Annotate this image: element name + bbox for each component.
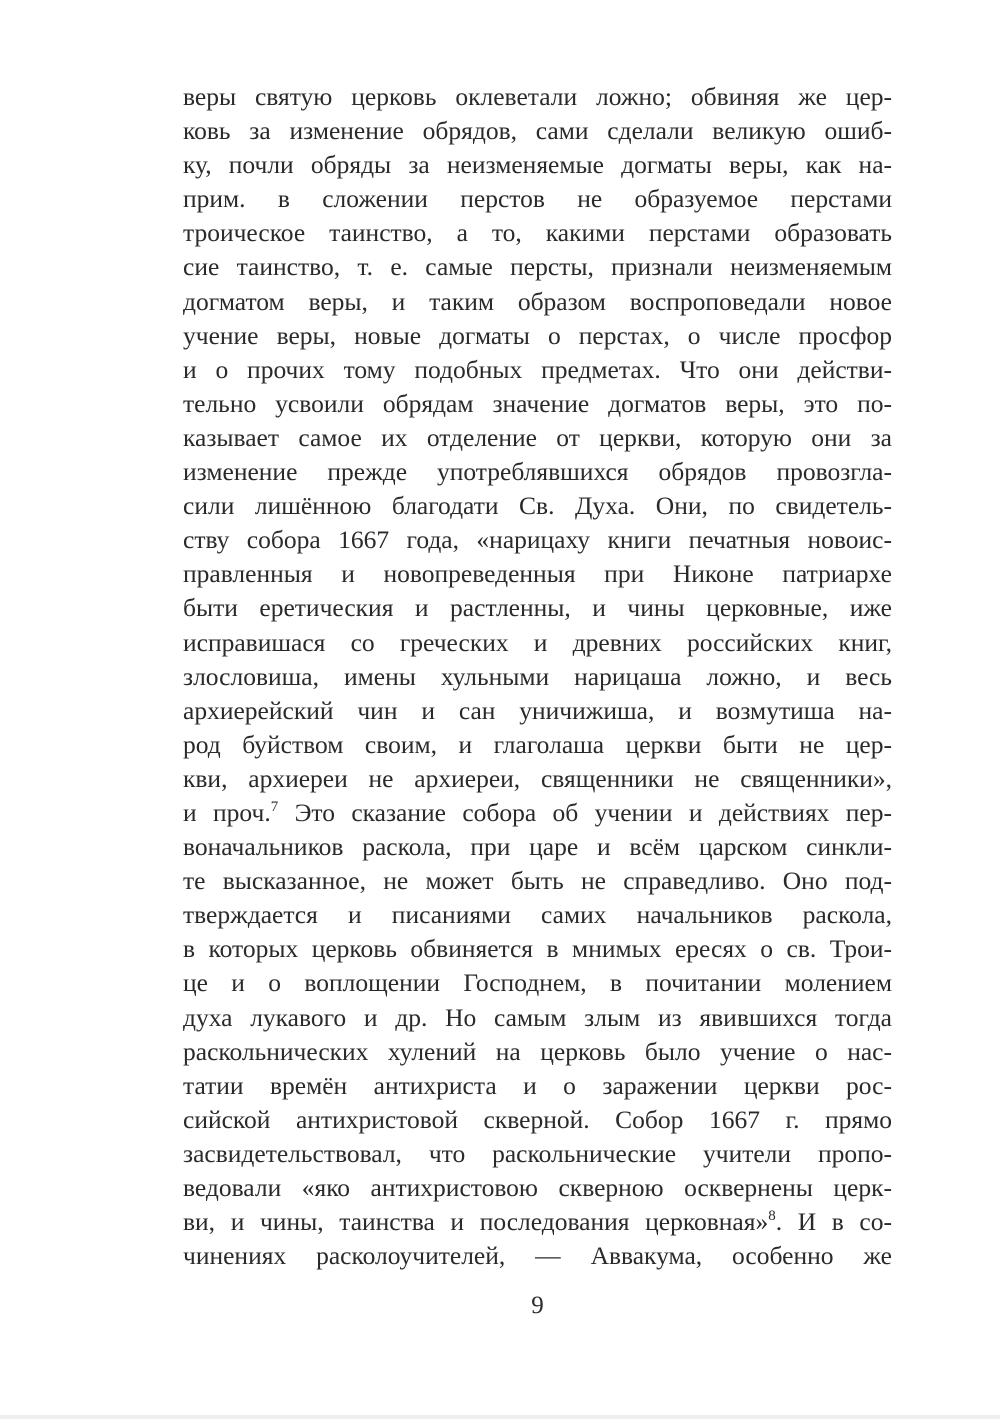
text-line: це и о воплощении Господнем, в почитании молением [183, 968, 892, 998]
text-line: раскольнических хулений на церковь было учение о нас- [183, 1036, 892, 1066]
footnote-ref[interactable]: 7 [270, 798, 279, 815]
text-segment: ви, и чины, таинства и последования церковная» [183, 1207, 769, 1237]
text-line [183, 796, 892, 830]
text-line: засвидетельствовал, что раскольнические учители пропо- [183, 1138, 892, 1168]
text-line: изменение прежде употреблявшихся обрядов провозгла- [183, 457, 892, 487]
text-line: ковь за изменение обрядов, сами сделали великую ошиб- [183, 116, 892, 146]
text-line: правленныя и новопреведенныя при Никоне патриархе [183, 559, 892, 589]
text-line: тверждается и писаниями самих начальников раскола, [183, 900, 892, 930]
text-segment: Это сказание собора об учении и действиях пер- [278, 797, 892, 827]
footnote-ref[interactable]: 8 [768, 1208, 776, 1225]
text-line: архиерейский чин и сан уничижиша, и возмутиша на- [183, 695, 892, 725]
text-line: чинениях расколоучителей, — Аввакума, особенно же [183, 1241, 892, 1271]
text-line: воначальников раскола, при царе и всём царском синкли- [183, 832, 892, 862]
text-line: те высказанное, не может быть не справедливо. Оно под- [183, 866, 892, 896]
text-line: ству собора 1667 года, «нарицаху книги печатныя новоис- [183, 525, 892, 555]
text-line: сили лишённою благодати Св. Духа. Они, по свидетель- [183, 491, 892, 521]
text-line: догматом веры, и таким образом воспроповедали новое [183, 286, 892, 316]
text-line: сие таинство, т. е. самые персты, признали неизменяемым [183, 252, 892, 282]
text-line: троическое таинство, а то, какими перстами образовать [183, 218, 892, 248]
text-segment: и проч. [183, 797, 271, 827]
page-bottom-edge [0, 1415, 1000, 1419]
text-line: учение веры, новые догматы о перстах, о числе просфор [183, 320, 892, 350]
text-line: веры святую церковь оклеветали ложно; обвиняя же цер- [183, 82, 892, 111]
text-line: быти еретическия и растленны, и чины церковные, иже [183, 593, 892, 623]
page-number: 9 [531, 1292, 544, 1319]
text-line: ку, почли обряды за неизменяемые догматы веры, как на- [183, 150, 892, 180]
text-line: ведовали «яко антихристовою скверною осквернены церк- [183, 1173, 892, 1202]
text-line: род буйством своим, и глаголаша церкви быти не цер- [183, 729, 892, 759]
text-line: в которых церковь обвиняется в мнимых ересях о св. Трои- [183, 934, 892, 964]
text-line: сийской антихристовой скверной. Собор 1667 г. прямо [183, 1104, 892, 1134]
text-line: тельно усвоили обрядам значение догматов веры, это по- [183, 388, 892, 418]
text-line: кви, архиереи не архиереи, священники не священники», [183, 763, 892, 793]
text-line [183, 1205, 892, 1239]
text-segment: . И в со- [775, 1207, 892, 1237]
text-line: прим. в сложении перстов не образуемое перстами [183, 184, 892, 214]
text-line: казывает самое их отделение от церкви, которую они за [183, 422, 892, 452]
body-text [183, 80, 892, 1273]
text-line: татии времён антихриста и о заражении церкви рос- [183, 1070, 892, 1100]
text-line: злословиша, имены хульными нарицаша ложно, и весь [183, 661, 892, 691]
text-line: и о прочих тому подобных предметах. Что они действи- [183, 354, 892, 384]
text-line: духа лукавого и др. Но самым злым из явившихся тогда [183, 1002, 892, 1032]
text-line: исправишася со греческих и древних российских книг, [183, 627, 892, 657]
